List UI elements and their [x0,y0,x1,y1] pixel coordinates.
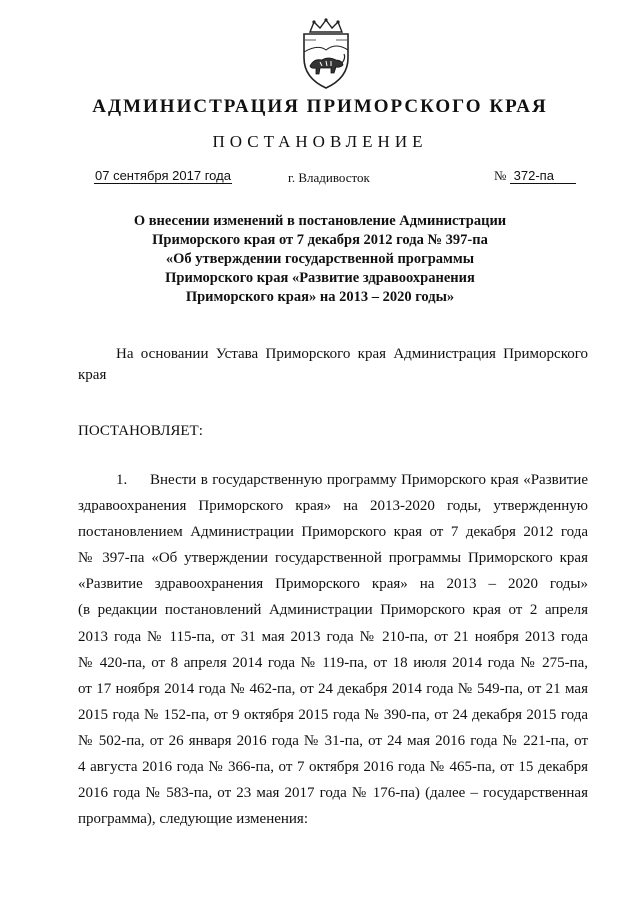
body-line: от 17 ноября 2014 года № 462-па, от 24 декабря 2014 года № 549-па, от 21 мая [78,680,588,697]
number-label: № [494,168,507,183]
decree-item-paragraph [78,467,588,832]
body-line: (в редакции постановлений Администрации Приморского края от 2 апреля [78,602,588,619]
document-type: ПОСТАНОВЛЕНИЕ [212,132,428,151]
document-date [94,168,232,184]
body-line: 1. Внести в государственную программу Приморского края «Развитие [78,467,588,493]
subject-line: Приморского края» на 2013 – 2020 годы» [185,289,455,305]
organization-title: АДМИНИСТРАЦИЯ ПРИМОРСКОГО КРАЯ [92,96,548,117]
body-line: № 397-па «Об утверждении государственной программы Приморского края [78,550,588,567]
body-line: здравоохранения Приморского края» на 2013-2020 годы, утвержденную [78,498,588,515]
subject-line: «Об утверждении государственной программы [165,251,475,267]
decree-heading: ПОСТАНОВЛЯЕТ: [78,423,203,439]
body-line: № 502-па, от 26 января 2016 года № 31-па, от 24 мая 2016 года № 221-па, от [78,732,588,749]
basis-line: края [78,367,107,383]
subject-line: О внесении изменений в постановление Администрации [133,213,507,229]
item-number: 1. [116,472,128,488]
body-line: 4 августа 2016 года № 366-па, от 7 октября 2016 года № 465-па, от 15 декабря [78,759,588,776]
basis-line: На основании Устава Приморского края Администрация Приморского [116,346,588,362]
subject-line: Приморского края от 7 декабря 2012 года № 397-па [152,232,488,248]
document-number [494,168,576,184]
document-city: г. Владивосток [288,170,370,185]
body-line: 2016 года № 583-па, от 23 мая 2017 года № 176-па) (далее – государственная [78,785,588,802]
date-value: 07 сентября 2017 года [95,168,231,183]
body-line: № 420-па, от 8 апреля 2014 года № 119-па, от 18 июля 2014 года № 275-па, [78,654,588,671]
body-line: постановлением Администрации Приморского края от 7 декабря 2012 года [78,524,588,541]
coat-of-arms-emblem [296,18,356,90]
number-value: 372-па [510,168,576,184]
body-line: программа), следующие изменения: [78,811,308,828]
legal-basis-paragraph [78,344,588,386]
body-line: 2015 года № 152-па, от 9 октября 2015 года № 390-па, от 24 декабря 2015 года [78,706,588,723]
body-line: 2013 года № 115-па, от 31 мая 2013 года № 210-па, от 21 ноября 2013 года [78,628,588,645]
document-subject [100,212,540,307]
subject-line: Приморского края «Развитие здравоохранения [165,270,475,286]
body-line: «Развитие здравоохранения Приморского края» на 2013 – 2020 годы» [78,576,588,593]
